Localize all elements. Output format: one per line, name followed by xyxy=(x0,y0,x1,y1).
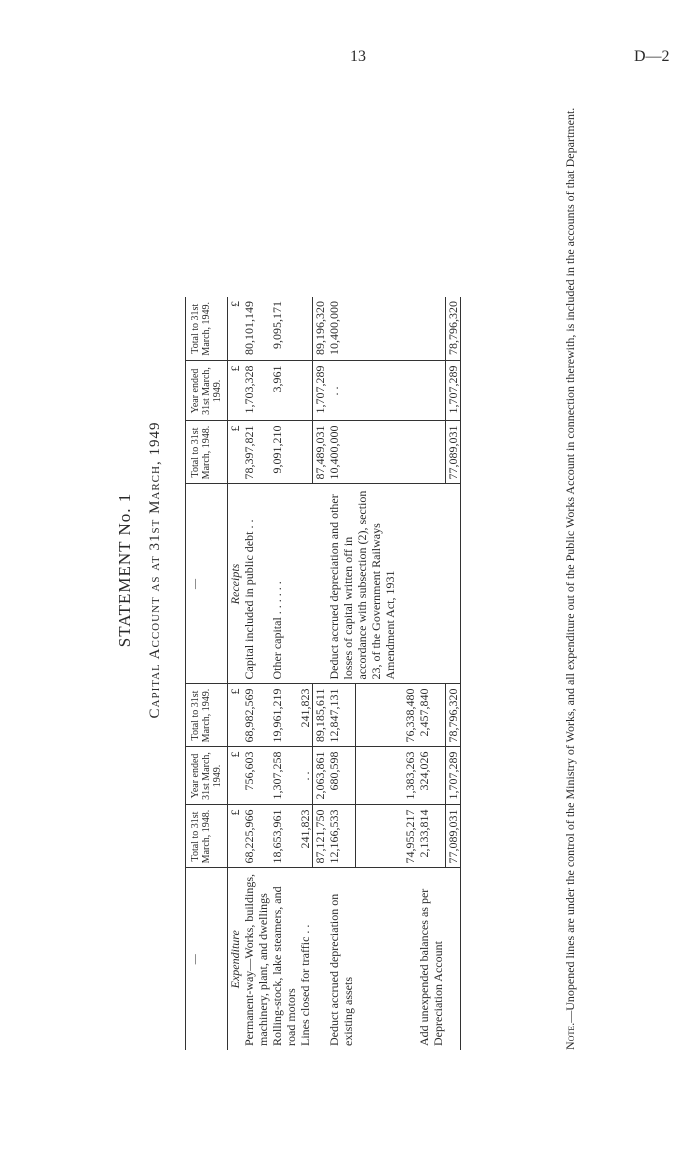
header-total-1948-right: Total to 31st March, 1948. xyxy=(186,421,228,484)
expenditure-total-1949: 68,982,569 xyxy=(242,684,270,747)
receipts-total-1949-final: 78,796,320 xyxy=(445,297,460,361)
expenditure-net-year: 1,383,263 xyxy=(355,747,417,805)
table-row xyxy=(298,297,313,1050)
expenditure-depreciation-year: 680,598 xyxy=(327,747,355,805)
expenditure-depreciation-label: Deduct accrued depreciation on existing assets xyxy=(327,893,355,1046)
expenditure-total-1948: 241,823 xyxy=(298,805,313,868)
expenditure-subtotal-year: 2,063,861 xyxy=(313,747,328,805)
receipts-deduct-year: . . xyxy=(327,361,445,421)
header-total-1948-left: Total to 31st March, 1948. xyxy=(186,805,228,868)
statement-subtitle: Capital Account as at 31st March, 1949 xyxy=(147,421,163,719)
table-row xyxy=(270,297,298,1050)
pound-sign: £ xyxy=(228,805,243,868)
expenditure-total-1948-final: 77,089,031 xyxy=(445,805,460,868)
expenditure-subtotal-1948: 87,121,750 xyxy=(313,805,328,868)
total-row xyxy=(445,297,460,1050)
subtotal-row xyxy=(313,297,328,1050)
header-dash-left: — xyxy=(186,868,228,1050)
receipts-total-year-final: 1,707,289 xyxy=(445,361,460,421)
receipts-total-1948: 9,091,210 xyxy=(270,421,298,484)
expenditure-total-1949: 19,961,219 xyxy=(270,684,298,747)
rotated-statement xyxy=(115,40,700,1100)
capital-account-table xyxy=(185,297,461,1050)
receipts-label: Other capital . . . . . . xyxy=(270,484,298,684)
receipts-total-1948: 78,397,821 xyxy=(242,421,270,484)
header-dash-right: — xyxy=(186,484,228,684)
expenditure-unexpended-1949: 2,457,840 xyxy=(417,684,445,747)
header-year-1949-right: Year ended 31st March, 1949. xyxy=(186,361,228,421)
receipts-deduct-1949: 10,400,000 xyxy=(327,297,445,361)
header-total-1949-left: Total to 31st March, 1949. xyxy=(186,684,228,747)
pound-sign: £ xyxy=(228,747,243,805)
document-code: D—2 xyxy=(634,48,670,65)
receipts-subtotal-1948: 87,489,031 xyxy=(313,421,328,484)
receipts-deduct-label: Deduct accrued depreciation and other losses of capital written off in accordance with subsection (2), section 23, of the Government Railways Amendment Act, 1931 xyxy=(327,484,445,684)
expenditure-unexpended-year: 324,026 xyxy=(417,747,445,805)
pound-sign: £ xyxy=(228,421,243,484)
expenditure-depreciation-1949: 12,847,131 xyxy=(327,684,355,747)
expenditure-total-year-final: 1,707,289 xyxy=(445,747,460,805)
expenditure-total-1949: 241,823 xyxy=(298,684,313,747)
pound-sign: £ xyxy=(228,297,243,361)
expenditure-total-1948: 68,225,966 xyxy=(242,805,270,868)
expenditure-total-1948: 18,653,961 xyxy=(270,805,298,868)
receipts-deduct-1948: 10,400,000 xyxy=(327,421,445,484)
expenditure-unexpended-1948: 2,133,814 xyxy=(417,805,445,868)
note-text: —Unopened lines are under the control of the Ministry of Works, and all expenditure out of the Public Works Account in connection therewith, is included in the accounts of that Department. xyxy=(563,107,577,1023)
receipts-label: Capital included in public debt . . xyxy=(242,484,270,684)
expenditure-total-1949-final: 78,796,320 xyxy=(445,684,460,747)
expenditure-year-1949: 1,307,258 xyxy=(270,747,298,805)
expenditure-label: Lines closed for traffic . . xyxy=(298,924,312,1046)
note-prefix: Note. xyxy=(563,1022,577,1050)
expenditure-label: Rolling-stock, lake steamers, and road motors xyxy=(270,886,298,1046)
header-total-1949-right: Total to 31st March, 1949. xyxy=(186,297,228,361)
expenditure-depreciation-1948: 12,166,533 xyxy=(327,805,355,868)
expenditure-label: Permanent-way—Works, buildings, machinery, plant, and dwellings xyxy=(242,873,270,1046)
pound-sign: £ xyxy=(228,684,243,747)
expenditure-subtotal-1949: 89,185,611 xyxy=(313,684,328,747)
receipts-year-1949: 1,703,328 xyxy=(242,361,270,421)
expenditure-year-1949: . . xyxy=(298,747,313,805)
expenditure-unexpended-label: Add unexpended balances as per Depreciation Account xyxy=(417,888,445,1046)
deduction-row xyxy=(327,297,355,1050)
receipts-subtotal-1949: 89,196,320 xyxy=(313,297,328,361)
receipts-total-1948-final: 77,089,031 xyxy=(445,421,460,484)
expenditure-heading: Expenditure xyxy=(228,930,242,989)
receipts-heading: Receipts xyxy=(228,484,243,684)
header-row xyxy=(186,297,228,1050)
heading-row xyxy=(228,297,243,1050)
receipts-subtotal-year: 1,707,289 xyxy=(313,361,328,421)
footnote xyxy=(563,90,578,1050)
header-year-1949-left: Year ended 31st March, 1949. xyxy=(186,747,228,805)
expenditure-net-1949: 76,338,480 xyxy=(355,684,417,747)
receipts-total-1949: 9,095,171 xyxy=(270,297,298,361)
page-number: 13 xyxy=(350,48,366,65)
receipts-year-1949: 3,961 xyxy=(270,361,298,421)
expenditure-net-1948: 74,955,217 xyxy=(355,805,417,868)
receipts-total-1949: 80,101,149 xyxy=(242,297,270,361)
statement-title: STATEMENT No. 1 xyxy=(115,492,134,648)
pound-sign: £ xyxy=(228,361,243,421)
expenditure-year-1949: 756,603 xyxy=(242,747,270,805)
table-row xyxy=(242,297,270,1050)
